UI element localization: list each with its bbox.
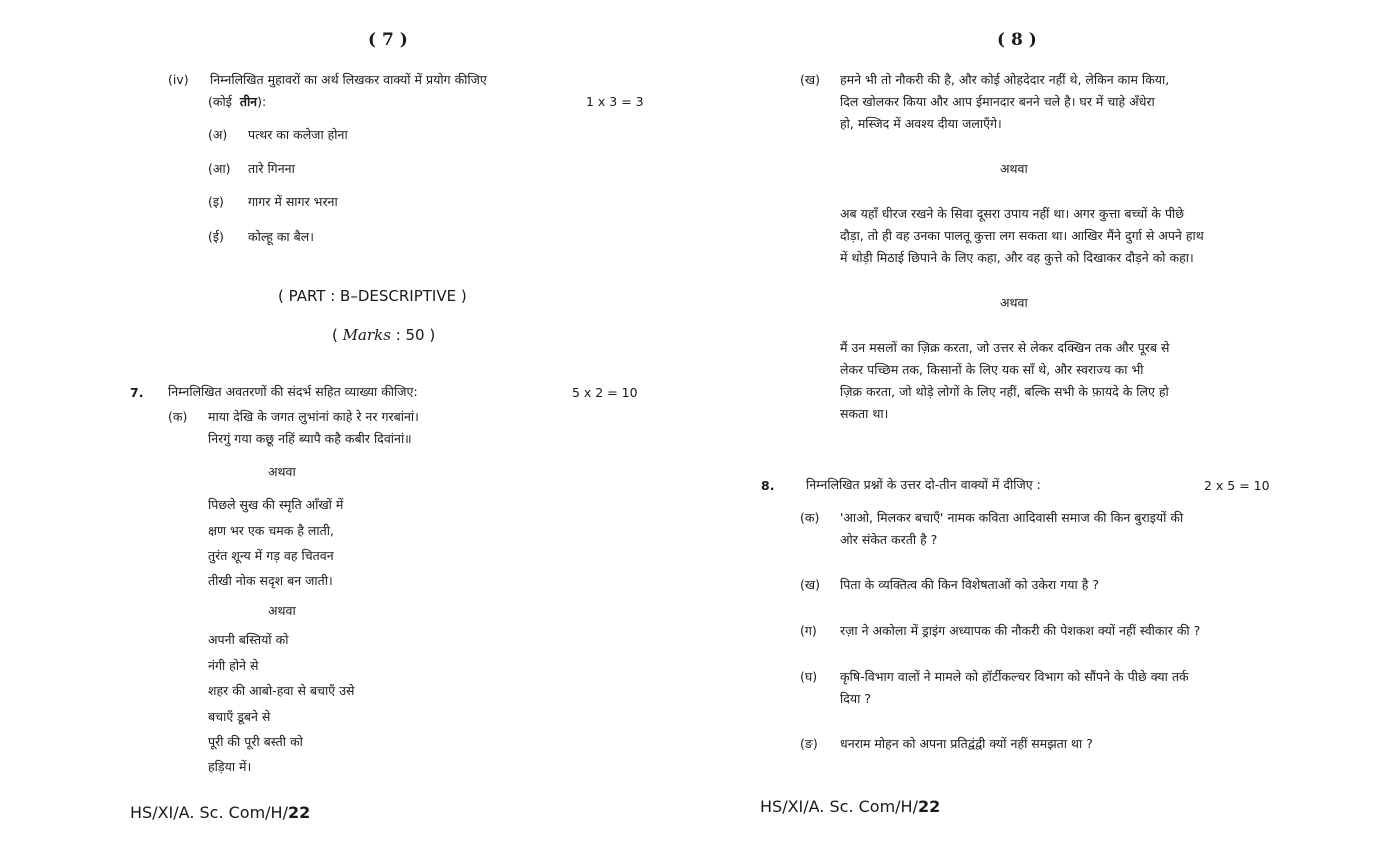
- passage-line: दौड़ा, तो ही वह उनका पालतू कुत्ता लग सकता था। आखिर मैंने दुर्गा से अपने हाथ: [840, 228, 1204, 243]
- footer-code: HS/XI/A. Sc. Com/H/22: [760, 797, 941, 816]
- question-text: निम्नलिखित अवतरणों की संदर्भ सहित व्याख्या कीजिए:: [168, 384, 418, 399]
- footer-code: HS/XI/A. Sc. Com/H/22: [130, 803, 311, 822]
- question-number: (iv): [168, 72, 189, 87]
- passage-line: अब यहाँ धीरज रखने के सिवा दूसरा उपाय नहीं था। अगर कुत्ता बच्चों के पीछे: [840, 206, 1185, 221]
- question-line: ओर संकेत करती है ?: [840, 532, 938, 547]
- marks-heading: ( Marks : 50 ): [332, 326, 436, 344]
- passage-line: लेकर पच्छिम तक, किसानों के लिए यक साँ थे, और स्वराज्य का भी: [840, 362, 1144, 377]
- verse-line: अपनी बस्तियों को: [208, 632, 289, 647]
- question-text: निम्नलिखित मुहावरों का अर्थ लिखकर वाक्यों में प्रयोग कीजिए: [210, 72, 487, 87]
- question-subtext: (कोई तीन):: [208, 94, 267, 109]
- option-label: (अ): [208, 127, 228, 142]
- verse-line: क्षण भर एक चमक है लाती,: [208, 523, 334, 538]
- passage: [840, 69, 1169, 135]
- question-marks: 1 x 3 = 3: [586, 94, 644, 109]
- passage-line: हो, मस्जिद में अवश्य दीया जलाएँगे।: [840, 116, 1002, 131]
- option-label: (ख): [800, 577, 820, 592]
- option-text: पत्थर का कलेजा होना: [248, 127, 348, 142]
- verse-line: पिछले सुख की स्मृति आँखों में: [208, 497, 344, 512]
- question-line: दिया ?: [840, 691, 871, 706]
- question-marks: 2 x 5 = 10: [1204, 478, 1270, 493]
- option-label: (ग): [800, 623, 817, 638]
- option-text: कोल्हू का बैल।: [248, 229, 314, 244]
- passage: [840, 337, 1169, 425]
- question-marks: 5 x 2 = 10: [572, 385, 638, 400]
- option-label: (क): [800, 510, 820, 525]
- athva-label: अथवा: [1000, 161, 1028, 176]
- option-label: (क): [168, 409, 188, 424]
- question-line: कृषि-विभाग वालों ने मामले को हॉर्टीकल्चर विभाग को सौंपने के पीछे क्या तर्क: [840, 669, 1189, 684]
- question-text: निम्नलिखित प्रश्नों के उत्तर दो-तीन वाक्यों में दीजिए :: [806, 477, 1041, 492]
- verse-line: नंगी होने से: [208, 658, 259, 673]
- verse-line: बचाएँ डूबने से: [208, 709, 271, 724]
- passage-line: मैं उन मसलों का ज़िक्र करता, जो उत्तर से लेकर दक्खिन तक और पूरब से: [840, 340, 1170, 355]
- option-label: (इ): [208, 194, 224, 209]
- passage-line: ज़िक्र करता, जो थोड़े लोगों के लिए नहीं, बल्कि सभी के फ़ायदे के लिए हो: [840, 384, 1169, 399]
- question-line: रज़ा ने अकोला में ड्राइंग अध्यापक की नौकरी की पेशकश क्यों नहीं स्वीकार की ?: [840, 623, 1201, 638]
- question-item: [840, 507, 1183, 551]
- option-label: (ई): [208, 229, 224, 244]
- passage-line: दिल खोलकर किया और आप ईमानदार बनने चले है। घर में चाहे अँधेरा: [840, 94, 1155, 109]
- option-text: तारे गिनना: [248, 161, 295, 176]
- page-number: ( 7 ): [368, 30, 408, 50]
- option-label: (आ): [208, 161, 231, 176]
- question-item: [840, 666, 1189, 710]
- question-number: 8.: [761, 478, 775, 493]
- athva-label: अथवा: [268, 464, 296, 479]
- passage-line: हमने भी तो नौकरी की है, और कोई ओहदेदार नहीं थे, लेकिन काम किया,: [840, 72, 1170, 87]
- verse-line: निरगुं गया कछू नहिं ब्यापै कहै कबीर दिवांनां॥: [208, 431, 412, 446]
- question-number: 7.: [130, 385, 144, 400]
- athva-label: अथवा: [1000, 295, 1028, 310]
- option-label: (ङ): [800, 736, 818, 751]
- verse-line: तीखी नोक सदृश बन जाती।: [208, 573, 333, 588]
- verse-line: माया देखि के जगत लुभांनां काहे रे नर गरबांनां।: [208, 409, 419, 424]
- verse-line: तुरंत शून्य में गड़ वह चितवन: [208, 548, 334, 563]
- question-line: 'आओ, मिलकर बचाएँ' नामक कविता आदिवासी समाज की किन बुराइयों की: [840, 510, 1184, 525]
- passage: [840, 203, 1204, 269]
- passage-line: सकता था।: [840, 406, 889, 421]
- page-number: ( 8 ): [997, 30, 1037, 50]
- option-text: गागर में सागर भरना: [248, 194, 338, 209]
- part-heading: ( PART : B–DESCRIPTIVE ): [278, 287, 467, 305]
- option-label: (घ): [800, 669, 818, 684]
- passage-line: में थोड़ी मिठाई छिपाने के लिए कहा, और वह कुत्ते को दिखाकर दौड़ने को कहा।: [840, 250, 1194, 265]
- verse-line: पूरी की पूरी बस्ती को: [208, 734, 303, 749]
- verse-line: हड़िया में।: [208, 759, 252, 774]
- verse-line: शहर की आबो-हवा से बचाएँ उसे: [208, 683, 355, 698]
- option-label: (ख): [800, 72, 820, 87]
- athva-label: अथवा: [268, 603, 296, 618]
- question-line: पिता के व्यक्तित्व की किन विशेषताओं को उकेरा गया है ?: [840, 577, 1099, 592]
- question-line: धनराम मोहन को अपना प्रतिद्वंद्वी क्यों नहीं समझता था ?: [840, 736, 1093, 751]
